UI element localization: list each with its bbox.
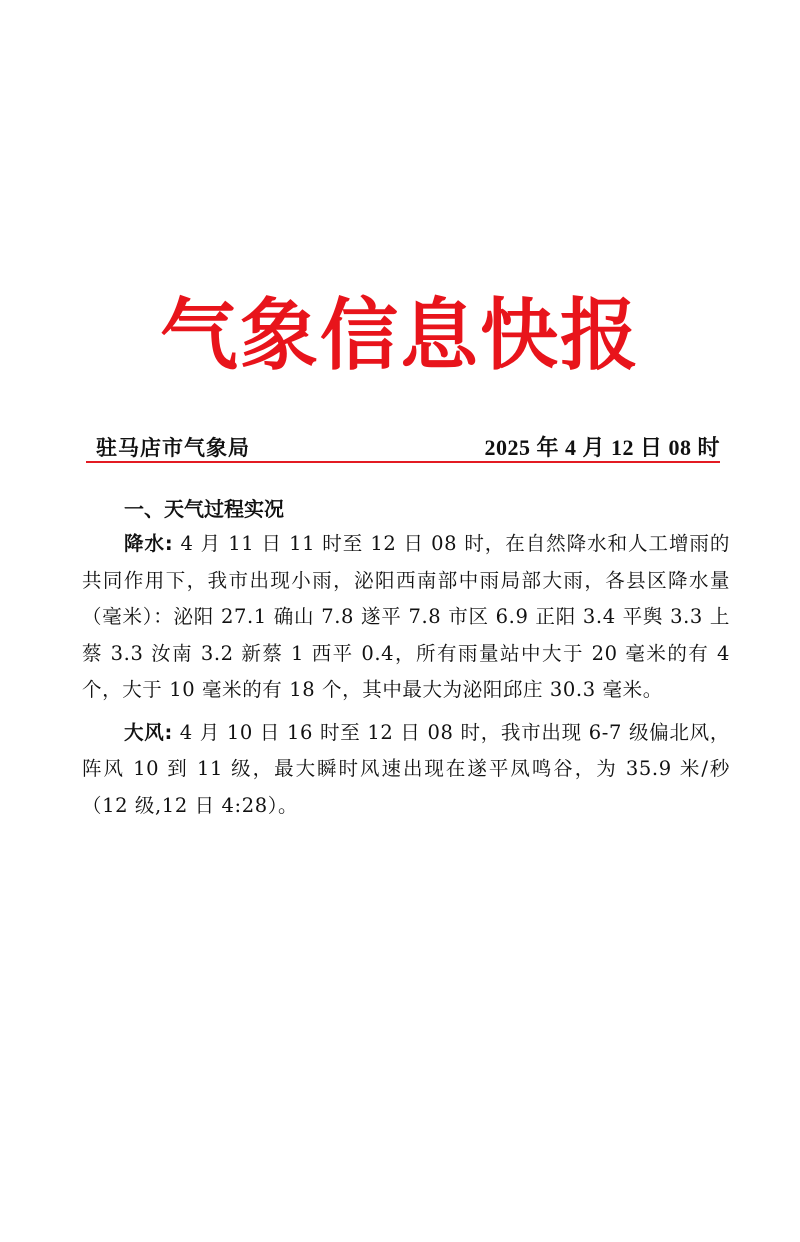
issuing-agency: 驻马店市气象局: [96, 435, 250, 460]
precipitation-label: 降水:: [124, 532, 174, 555]
wind-label: 大风:: [124, 720, 173, 744]
section-heading: 一、天气过程实况: [124, 497, 284, 521]
red-divider-line: [86, 461, 720, 463]
precipitation-text: 4 月 11 日 11 时至 12 日 08 时，在自然降水和人工增雨的共同作用下，我市出现小雨，泌阳西南部中雨局部大雨，各县区降水量（毫米）：泌阳 27.1 确山 7.8 遂平 7.8 市区 6.9 正阳 3.4 平舆 3.3 上蔡 3.3 汝南 3.2 新蔡 1 西平 0.4，所有雨量站中大于 20 毫米的有 4 个，大于 10 毫米的有 18 个，其中最大为泌阳邱庄 30.3 毫米。: [82, 532, 730, 701]
issuer-row: [96, 428, 720, 462]
masthead-title: 气象信息快报: [159, 291, 640, 381]
wind-paragraph: [82, 715, 730, 825]
issue-time: 2025 年 4 月 12 日 08 时: [484, 435, 720, 460]
wind-text: 4 月 10 日 16 时至 12 日 08 时，我市出现 6-7 级偏北风，阵风 10 到 11 级，最大瞬时风速出现在遂平凤鸣谷，为 35.9 米/秒（12 级,12 日 4:28）。: [82, 720, 730, 817]
report-body: [82, 492, 730, 824]
precipitation-paragraph: [82, 526, 730, 709]
